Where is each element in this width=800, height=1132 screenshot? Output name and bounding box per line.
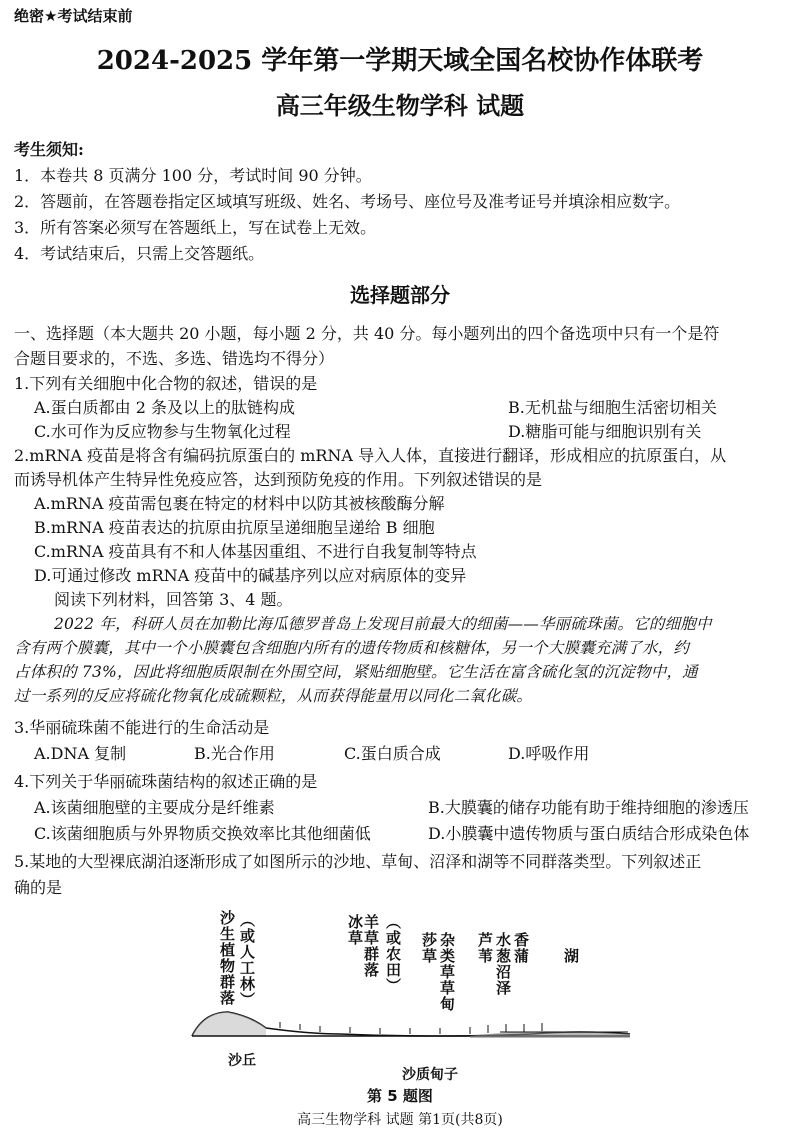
- q4-option-b: B.大膜囊的储存功能有助于维持细胞的渗透压: [428, 798, 749, 817]
- notice-item: 3．所有答案必须写在答题纸上，写在试卷上无效。: [14, 218, 377, 237]
- exam-title: 2024-2025 学年第一学期天域全国名校协作体联考: [96, 46, 704, 76]
- figure-label-yangcao: 羊草群落: [362, 914, 380, 978]
- figure-label-bingcao: 冰草: [346, 914, 364, 946]
- figure-label-lake: 湖: [562, 948, 580, 964]
- q1-option-c: C.水可作为反应物参与生物氧化过程: [34, 422, 291, 441]
- notice-item: 1．本卷共 8 页满分 100 分，考试时间 90 分钟。: [14, 166, 372, 185]
- section-title: 选择题部分: [350, 283, 450, 307]
- q4-option-a: A.该菌细胞壁的主要成分是纤维素: [34, 798, 275, 817]
- figure-label-suocao: 莎草: [420, 932, 438, 964]
- figure-label-dune: 沙丘: [228, 1053, 256, 1069]
- figure-label-zalei: 杂类草草甸: [438, 932, 456, 1012]
- section-intro-line: 一、选择题（本大题共 20 小题，每小题 2 分，共 40 分。每小题列出的四个备选项中只有一个是符: [14, 324, 720, 343]
- notice-item: 2．答题前，在答题卷指定区域填写班级、姓名、考场号、座位号及准考证号并填涂相应数字。: [14, 192, 681, 211]
- exam-subtitle: 高三年级生物学科 试题: [275, 91, 525, 120]
- q3-option-b: B.光合作用: [194, 744, 275, 763]
- q5-stem-line: 5.某地的大型裸底湖泊逐渐形成了如图所示的沙地、草甸、沼泽和湖等不同群落类型。下列叙述正: [14, 852, 702, 871]
- notice-item: 4．考试结束后，只需上交答题纸。: [14, 244, 265, 263]
- q2-option-d: D.可通过修改 mRNA 疫苗中的碱基序列以应对病原体的变异: [34, 566, 467, 585]
- figure-caption: 第 5 题图: [367, 1087, 433, 1105]
- reading-paragraph-line: 占体积的 73%，因此将细胞质限制在外围空间，紧贴细胞壁。它生活在富含硫化氢的沉淀物中，通: [14, 663, 698, 681]
- q3-stem: 3.华丽硫珠菌不能进行的生命活动是: [14, 718, 270, 737]
- q1-option-a: A.蛋白质都由 2 条及以上的肽链构成: [34, 398, 295, 417]
- q3-option-d: D.呼吸作用: [508, 744, 590, 763]
- q2-option-b: B.mRNA 疫苗表达的抗原由抗原呈递细胞呈递给 B 细胞: [34, 518, 435, 537]
- reading-paragraph-line: 过一系列的反应将硫化物氧化成硫颗粒，从而获得能量用以同化二氧化碳。: [14, 687, 533, 705]
- q2-option-c: C.mRNA 疫苗具有不和人体基因重组、不进行自我复制等特点: [34, 542, 477, 561]
- figure-label-sand-plants: 沙生植物群落: [218, 910, 236, 1006]
- reading-paragraph-line: 含有两个膜囊，其中一个小膜囊包含细胞内所有的遗传物质和核糖体，另一个大膜囊充满了水，约: [14, 639, 690, 657]
- q3-option-c: C.蛋白质合成: [344, 744, 441, 763]
- figure-label-artificial-forest: （或人工林）: [238, 912, 256, 1008]
- q1-option-b: B.无机盐与细胞生活密切相关: [508, 398, 717, 417]
- figure-label-shuicong: 水葱沼泽: [494, 932, 512, 996]
- figure-label-xiangpu: 香蒲: [512, 932, 530, 964]
- q2-option-a: A.mRNA 疫苗需包裹在特定的材料中以防其被核酸酶分解: [34, 494, 445, 513]
- succession-figure: [170, 908, 640, 1094]
- figure-label-farmland: （或农田）: [384, 914, 402, 994]
- q1-option-d: D.糖脂可能与细胞识别有关: [508, 422, 702, 441]
- figure-label-sandy-meadow: 沙质甸子: [402, 1067, 458, 1083]
- reading-intro: 阅读下列材料，回答第 3、4 题。: [54, 590, 293, 609]
- dune-fill: [192, 1012, 266, 1036]
- q3-option-a: A.DNA 复制: [34, 744, 127, 763]
- reading-paragraph-line: 2022 年，科研人员在加勒比海瓜德罗普岛上发现目前最大的细菌——华丽硫珠菌。它的细胞中: [54, 615, 712, 633]
- q2-stem-line: 而诱导机体产生特异性免疫应答，达到预防免疫的作用。下列叙述错误的是: [14, 470, 543, 489]
- q4-stem: 4.下列关于华丽硫珠菌结构的叙述正确的是: [14, 772, 318, 791]
- q4-option-d: D.小膜囊中遗传物质与蛋白质结合形成染色体: [428, 824, 750, 843]
- q2-stem-line: 2.mRNA 疫苗是将含有编码抗原蛋白的 mRNA 导入人体，直接进行翻译，形成相应的抗原蛋白，从: [14, 446, 727, 465]
- q4-option-c: C.该菌细胞质与外界物质交换效率比其他细菌低: [34, 824, 371, 843]
- q5-stem-line: 确的是: [14, 878, 63, 897]
- notice-heading: 考生须知:: [14, 140, 84, 159]
- page-footer: 高三生物学科 试题 第1页(共8页): [297, 1112, 503, 1128]
- confidential-mark: 绝密★考试结束前: [14, 7, 133, 25]
- section-intro-line: 合题目要求的，不选、多选、错选均不得分）: [14, 349, 335, 368]
- q1-stem: 1.下列有关细胞中化合物的叙述，错误的是: [14, 374, 318, 393]
- figure-label-luwei: 芦苇: [476, 932, 494, 964]
